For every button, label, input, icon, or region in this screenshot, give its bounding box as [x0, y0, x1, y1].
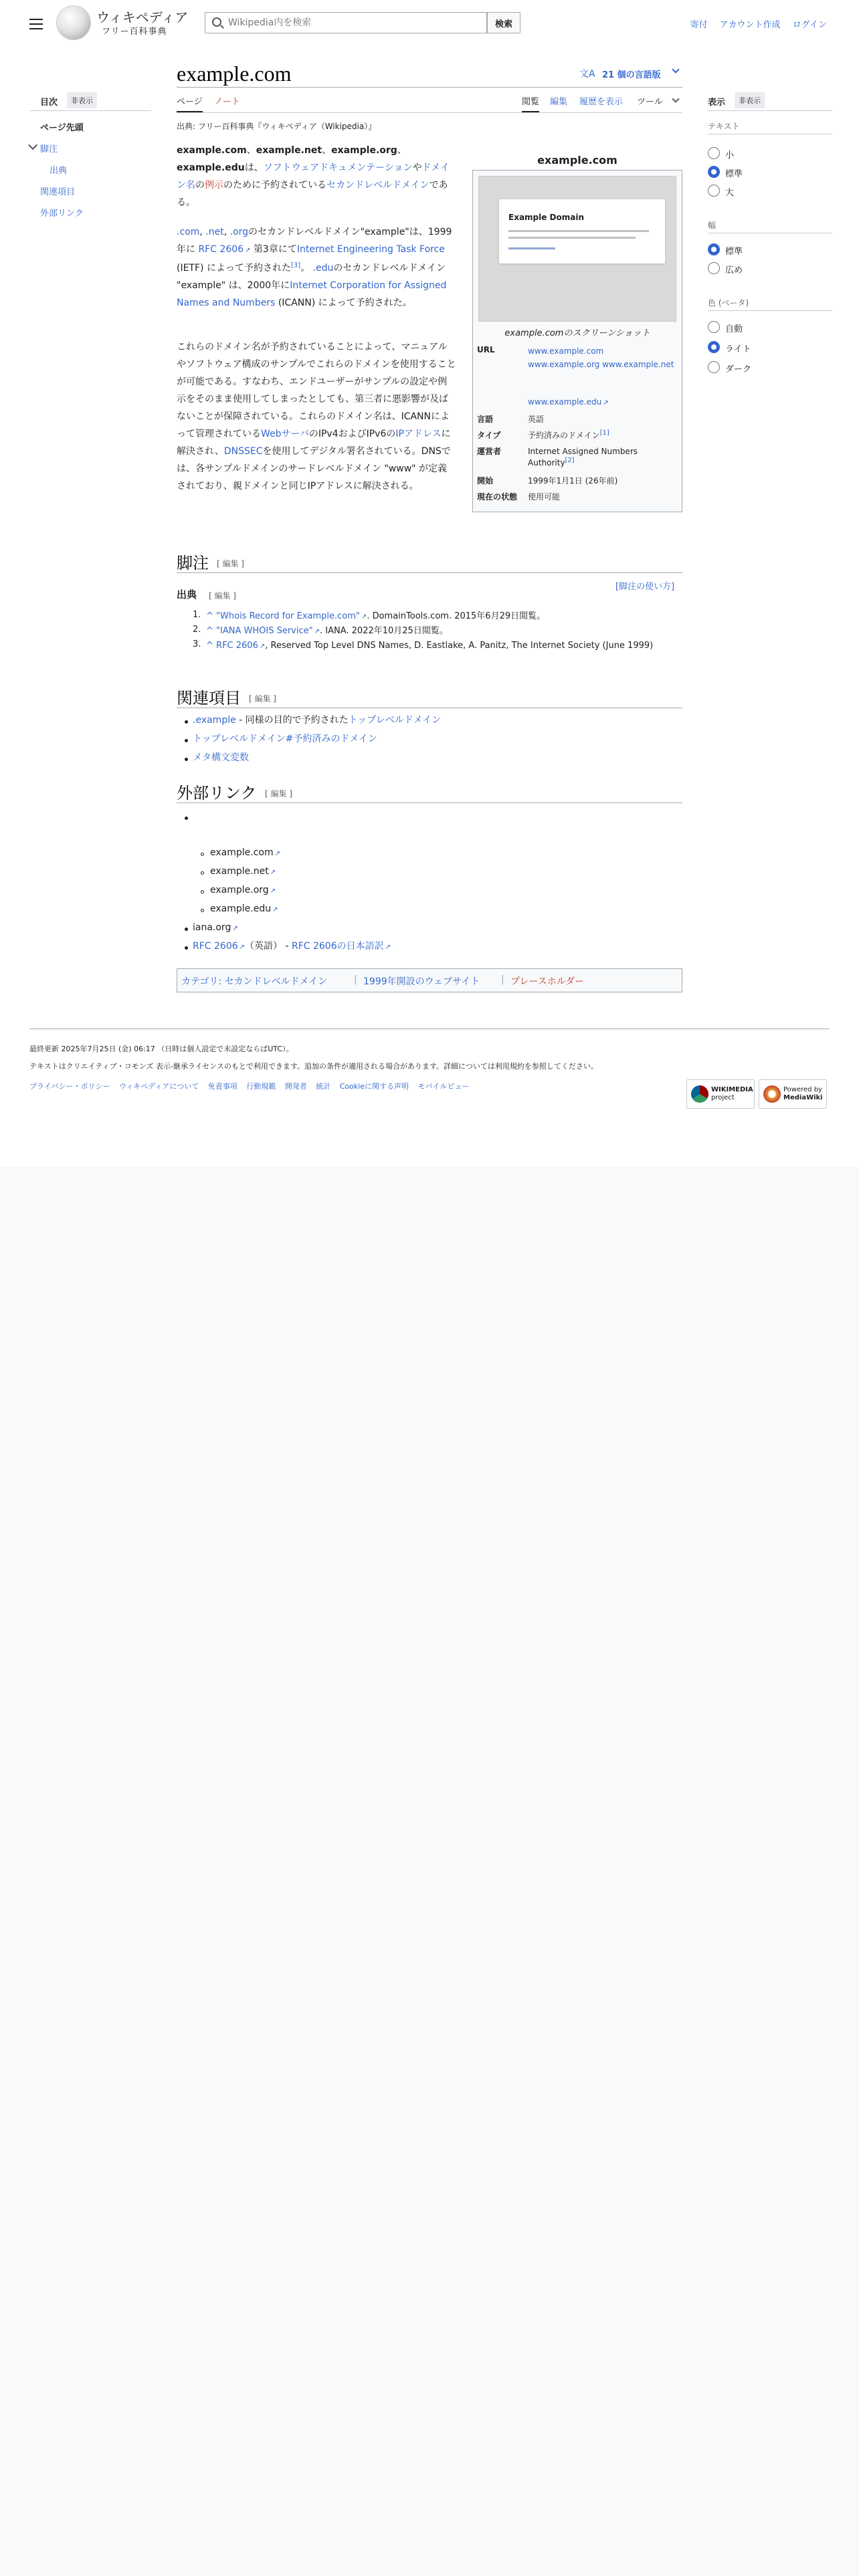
page-title: example.com — [177, 62, 292, 86]
link-tld[interactable]: トップレベルドメイン — [348, 715, 442, 726]
link-second-level-domain[interactable]: セカンドレベルドメイン — [326, 180, 430, 191]
link-reserved-tld[interactable]: トップレベルドメイン#予約済みのドメイン — [193, 734, 377, 744]
badge-text — [783, 1086, 823, 1102]
link-example-missing[interactable]: 例示 — [205, 180, 223, 191]
text: （英語） — [245, 941, 283, 952]
screenshot-line — [508, 247, 555, 249]
infobox-value: 英語 — [528, 415, 545, 424]
link-metasyntactic[interactable]: メタ構文変数 — [193, 752, 249, 763]
badge-line: Powered by — [783, 1086, 822, 1093]
text: 、 — [322, 145, 332, 156]
page — [0, 0, 859, 1167]
link-software-docs[interactable]: ソフトウェアドキュメンテーション — [263, 163, 413, 173]
appearance-title: 表示 — [708, 98, 726, 108]
text: 、 — [246, 145, 256, 156]
search-box — [205, 12, 487, 33]
donate-link[interactable]: 寄付 — [690, 20, 708, 30]
radio-label: 標準 — [725, 169, 743, 179]
tab-edit[interactable]: 編集 — [550, 97, 568, 107]
infobox-url-edu[interactable]: www.example.edu ↗ — [528, 397, 678, 409]
logo-tagline: フリー百科事典 — [102, 27, 167, 37]
tab-read[interactable]: 閲覧 — [522, 94, 539, 112]
toc-title: 目次 — [40, 98, 58, 108]
radio-label: ダーク — [725, 364, 752, 374]
bullet — [185, 817, 188, 820]
search-icon — [212, 17, 221, 27]
link-edu[interactable]: .edu — [312, 263, 334, 274]
bullet — [185, 946, 188, 950]
link-domain-name[interactable]: ドメイン名 — [177, 163, 450, 191]
wikimedia-logo-icon — [691, 1085, 708, 1103]
radio-label: 自動 — [725, 324, 743, 334]
bold-term: example.net — [256, 145, 322, 156]
citation-1[interactable]: [1] — [599, 429, 609, 437]
bullet — [185, 928, 188, 931]
list-item — [193, 713, 441, 728]
infobox-label: 開始 — [477, 476, 494, 486]
text: のセカンドレベルドメイン "example" は、2000年に — [177, 263, 446, 291]
infobox-label: 現在の状態 — [477, 492, 518, 502]
link-dnssec[interactable]: DNSSEC — [223, 446, 263, 457]
text: は、 — [244, 163, 264, 173]
citation-2[interactable]: [2] — [565, 457, 575, 464]
divider — [708, 310, 832, 311]
reference-item — [206, 610, 681, 624]
badge-line: WIKIMEDIA — [711, 1086, 753, 1093]
link-rfc2606[interactable]: RFC 2606 ↗ — [193, 941, 245, 952]
width-label: 幅 — [708, 221, 717, 230]
radio-color-light[interactable] — [708, 341, 720, 353]
link-example-org[interactable]: example.org ↗ — [210, 883, 276, 899]
title-divider — [177, 87, 682, 88]
toc-item-external[interactable]: 外部リンク — [40, 209, 84, 219]
infobox-value — [528, 430, 678, 441]
footer-link[interactable]: 統計 — [316, 1082, 331, 1091]
infobox-url-links[interactable]: www.example.com www.example.org www.example.net — [528, 346, 674, 369]
text: (IETF) によって予約された — [177, 263, 291, 274]
infobox-label: URL — [477, 345, 495, 354]
mediawiki-logo-icon — [763, 1085, 781, 1103]
text: 第3章にて — [253, 244, 297, 255]
infobox-value: 使用可能 — [528, 492, 561, 502]
text: のために予約されている — [223, 180, 326, 191]
infobox-label: 運営者 — [477, 447, 502, 456]
link-com[interactable]: .com — [177, 227, 200, 237]
bold-term: example.com — [177, 145, 247, 156]
radio-label: 広め — [725, 265, 743, 276]
infobox-label: タイプ — [477, 431, 501, 440]
category-link[interactable]: プレースホルダー — [510, 976, 585, 987]
text: のIPv4およびIPv6の — [308, 429, 396, 439]
text: に解決され、 — [177, 429, 451, 457]
chevron-down-icon[interactable] — [28, 140, 37, 150]
mediawiki-badge[interactable] — [759, 1079, 827, 1109]
wikipedia-globe-icon[interactable] — [56, 5, 91, 40]
main-menu-button[interactable] — [24, 12, 48, 36]
citation-3[interactable]: [3] — [290, 261, 301, 270]
link-ip-address[interactable]: IPアドレス — [395, 429, 442, 439]
text: 。 — [300, 263, 310, 274]
appearance-hide-button[interactable]: 非表示 — [735, 92, 765, 108]
ref-backlink[interactable]: ^ — [206, 626, 213, 636]
chevron-down-icon[interactable] — [672, 95, 679, 102]
intro-paragraph — [177, 142, 456, 211]
bullet — [201, 909, 204, 912]
infobox-value — [528, 446, 678, 469]
text: を使用してデジタル署名されている。DNSでは、各サンプルドメインのサードレベルドメイン "www" が定義されており、親ドメインと同じIPアドレスに解決される。 — [177, 446, 451, 492]
radio-text-small[interactable] — [708, 147, 720, 159]
text: Internet Assigned Numbers Authority — [528, 447, 638, 467]
infobox-caption: example.comのスクリーンショット — [504, 328, 650, 338]
search-button[interactable]: 検索 — [487, 12, 520, 33]
ref-number: 1. — [193, 610, 201, 620]
text: 予約済みのドメイン — [528, 431, 600, 440]
footer-link[interactable]: 開発者 — [284, 1082, 307, 1091]
category-separator: | — [354, 974, 357, 985]
toc-item-top[interactable]: ページ先頭 — [40, 123, 84, 133]
link-org[interactable]: .org — [229, 227, 249, 237]
ref-link[interactable]: "IANA WHOIS Service" ↗ — [216, 626, 320, 636]
footer-link[interactable]: ウィキペディアについて — [118, 1082, 199, 1091]
wikimedia-badge[interactable] — [686, 1079, 755, 1109]
radio-text-standard[interactable] — [708, 166, 720, 178]
radio-label: 標準 — [725, 247, 743, 257]
link-icann[interactable]: Internet Corporation for Assigned Names and Numbers — [177, 280, 447, 308]
tab-talk[interactable]: ノート — [214, 97, 240, 107]
toc-item-related[interactable]: 関連項目 — [40, 187, 76, 197]
infobox — [472, 170, 682, 512]
ref-link[interactable]: "Whois Record for Example.com" ↗ — [216, 611, 367, 621]
list-item — [193, 750, 249, 765]
section-heading-sources: 出典 — [177, 588, 197, 601]
text: これらのドメイン名が予約されていることによって、マニュアルやソフトウェア構成のサンプルでこれらのドメインを使用することが可能である。すなわち、エンドユーザーがサンプルの設定や例示をそのまま使用してしまったとしても、第三者に悪影響が及ばないことが保障されている。これらのドメイン名は、ICANNによって管理されている — [177, 342, 456, 439]
language-button[interactable]: 21 個の言語版 — [602, 70, 661, 80]
site-header — [0, 0, 859, 47]
footer-link[interactable]: プライバシー・ポリシー — [29, 1082, 110, 1091]
article-source-note: 出典: フリー百科事典『ウィキペディア（Wikipedia）』 — [177, 122, 377, 131]
toc-item-sources[interactable]: 出典 — [50, 166, 68, 176]
language-icon[interactable]: 文A — [579, 69, 595, 80]
bold-term: example.org — [331, 145, 397, 156]
history-paragraph: .com, .net, .orgのセカンドレベルドメイン"example"は、1999年に RFC 2606 ↗ 第3章にてInternet Engineering Task Force (IETF) によって予約された[3]。 .eduのセカンドレベルドメイン "example" は、2000年にInternet Corporation for Assigned Names and Numbers (ICANN) によって予約された。 — [177, 223, 456, 312]
ref-text: . IANA. 2022年10月25日閲覧。 — [320, 626, 448, 636]
category-link[interactable]: カテゴリ: セカンドレベルドメイン — [181, 976, 328, 987]
ref-backlink[interactable]: ^ — [206, 611, 213, 621]
text: のセカンドレベルドメイン"example"は、1999年に — [177, 227, 452, 255]
tab-page[interactable]: ページ — [177, 94, 203, 112]
toc-hide-button[interactable]: 非表示 — [67, 92, 97, 108]
text: - 同様の目的で予約された — [235, 715, 349, 726]
infobox-label: 言語 — [477, 415, 494, 424]
section-divider — [177, 572, 682, 573]
footer-link[interactable]: 免責事項 — [207, 1082, 237, 1091]
screenshot-card — [499, 199, 665, 263]
ref-text: , Reserved Top Level DNS Names, D. Eastlake, A. Panitz, The Internet Society (June 1999) — [265, 641, 654, 651]
link-example-edu[interactable]: example.edu ↗ — [210, 901, 278, 918]
list-item — [193, 939, 391, 955]
text: や — [412, 163, 422, 173]
category-link[interactable]: 1999年開設のウェブサイト — [363, 976, 480, 987]
edit-section-notes[interactable]: [ 編集 ] — [217, 559, 244, 568]
radio-width-wide[interactable] — [708, 262, 720, 274]
category-box — [177, 968, 682, 992]
section-heading-related: 関連項目 — [177, 690, 241, 708]
last-edited: 最終更新 2025年7月25日 (金) 06:17 （日時は個人設定で未設定ならばUTC）。 — [29, 1045, 294, 1053]
section-heading-notes: 脚注 — [177, 555, 209, 572]
text: - — [282, 941, 292, 952]
edit-section-external[interactable]: [ 編集 ] — [265, 789, 292, 798]
footer-link[interactable]: Cookieに関する声明 — [339, 1082, 409, 1091]
ref-number: 2. — [193, 625, 201, 635]
section-divider — [177, 802, 682, 803]
footnote-help-link[interactable]: [脚注の使い方] — [615, 582, 675, 592]
link-ietf[interactable]: Internet Engineering Task Force — [296, 244, 445, 255]
license-text: テキストはクリエイティブ・コモンズ 表示-継承ライセンスのもとで利用できます。追加の条件が適用される場合があります。詳細については利用規約を参照してください。 — [29, 1062, 598, 1071]
footer-links — [29, 1081, 476, 1091]
infobox-value: 1999年1月1日 (26年前) — [528, 476, 618, 486]
color-label: 色 (ベータ) — [708, 298, 749, 308]
bullet — [185, 758, 188, 761]
user-links — [680, 17, 827, 30]
link-example-tld[interactable]: .example — [193, 715, 236, 726]
usage-paragraph — [177, 338, 456, 495]
ref-backlink[interactable]: ^ — [206, 641, 213, 651]
toc-header — [29, 92, 151, 111]
radio-label: ライト — [725, 344, 751, 354]
radio-width-standard[interactable] — [708, 243, 720, 255]
badge-line: MediaWiki — [783, 1094, 823, 1101]
list-item — [193, 732, 377, 746]
ref-text: . DomainTools.com. 2015年6月29日閲覧。 — [367, 611, 546, 621]
bullet — [201, 890, 204, 893]
chevron-down-icon[interactable] — [672, 66, 679, 73]
category-separator: | — [501, 974, 504, 985]
radio-label: 大 — [725, 188, 735, 198]
create-account-link[interactable]: アカウント作成 — [719, 20, 781, 30]
text: の — [195, 180, 205, 191]
reference-item — [206, 625, 681, 639]
screenshot-image[interactable] — [478, 176, 676, 322]
section-heading-external: 外部リンク — [177, 785, 257, 802]
reference-item — [206, 639, 681, 653]
bold-term: example.edu — [177, 163, 245, 173]
text: 、 — [397, 145, 407, 156]
footer-link[interactable]: モバイルビュー — [417, 1082, 470, 1091]
infobox-row-url — [477, 344, 678, 387]
tab-history[interactable]: 履歴を表示 — [579, 97, 624, 107]
tabs-divider — [177, 112, 682, 113]
link-net[interactable]: .net — [205, 227, 224, 237]
screenshot-heading: Example Domain — [508, 213, 585, 222]
edit-section-related[interactable]: [ 編集 ] — [249, 694, 276, 704]
link-iana[interactable]: iana.org ↗ — [193, 920, 238, 936]
link-example-com[interactable]: example.com ↗ — [210, 845, 280, 861]
badge-text — [711, 1086, 753, 1102]
link-web-server[interactable]: Webサーバ — [261, 429, 309, 439]
radio-color-auto[interactable] — [708, 321, 720, 333]
screenshot-line — [508, 230, 649, 232]
logo-wordmark[interactable]: ウィキペディア — [96, 9, 189, 25]
bullet — [201, 853, 204, 856]
text: (ICANN) によって予約された。 — [278, 298, 412, 308]
badge-line: project — [711, 1094, 735, 1101]
radio-text-large[interactable] — [708, 185, 720, 197]
link-rfc2606[interactable]: RFC 2606 ↗ — [198, 244, 250, 255]
footer-link[interactable]: 行動規範 — [246, 1082, 276, 1091]
ref-link[interactable]: RFC 2606 ↗ — [216, 641, 265, 651]
search-input[interactable] — [228, 13, 482, 33]
text: である。 — [177, 180, 448, 208]
login-link[interactable]: ログイン — [792, 20, 827, 30]
toc-item-notes[interactable]: 脚注 — [40, 144, 58, 154]
text-size-label: テキスト — [708, 122, 740, 131]
table-of-contents — [29, 92, 151, 219]
link-rfc2606-ja[interactable]: RFC 2606の日本語訳 ↗ — [292, 941, 391, 952]
radio-color-dark[interactable] — [708, 361, 720, 373]
appearance-header — [708, 92, 832, 111]
bullet — [185, 739, 188, 742]
screenshot-line — [508, 237, 636, 239]
edit-section-sources[interactable]: [ 編集 ] — [209, 591, 236, 601]
tab-tools[interactable]: ツール — [637, 97, 663, 107]
bullet — [201, 871, 204, 875]
radio-label: 小 — [725, 150, 735, 160]
ref-number: 3. — [193, 639, 201, 649]
bullet — [185, 720, 188, 724]
link-example-net[interactable]: example.net ↗ — [210, 864, 276, 880]
infobox-title: example.com — [537, 154, 617, 167]
